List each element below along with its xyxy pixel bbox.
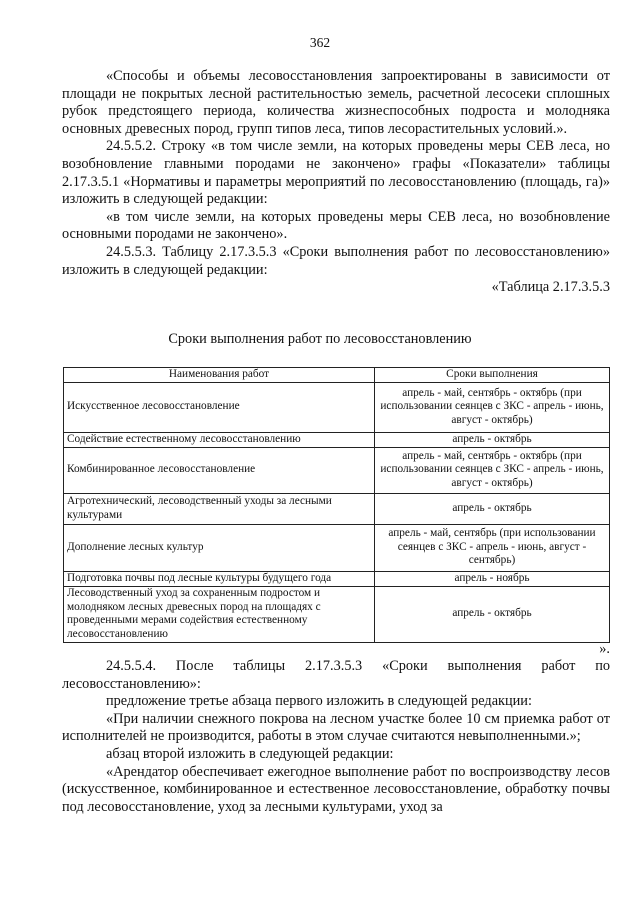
header-cell-name: Наименования работ: [64, 368, 375, 383]
work-term-cell: апрель - октябрь: [375, 586, 610, 642]
table-header-row: [64, 368, 610, 383]
paragraph: «в том числе земли, на которых проведены меры СЕВ леса, но возобновление основными породами не закончено».: [62, 208, 610, 243]
page-number: 362: [309, 35, 331, 50]
paragraph: «Способы и объемы лесовосстановления запроектированы в зависимости от площади не покрытых лесной растительностью земель, расчетной лесосеки сплошных рубок предстоящего периода, количества жизнеспособных подроста и молодняка основных древесных пород, групп типов леса, типов лесорастительных условий.».: [62, 68, 610, 137]
bottom-text-block: [62, 658, 610, 816]
table-row: [64, 524, 610, 571]
paragraph: 24.5.5.4. После таблицы 2.17.3.5.3 «Сроки выполнения работ по лесовосстановлению»:: [62, 658, 610, 692]
paragraph: абзац второй изложить в следующей редакции:: [106, 745, 394, 762]
work-term-cell: апрель - октябрь: [375, 432, 610, 447]
table-row: [64, 493, 610, 524]
table-label: «Таблица 2.17.3.5.3: [491, 279, 610, 296]
table-row: [64, 447, 610, 493]
work-name-cell: Подготовка почвы под лесные культуры будущего года: [64, 571, 375, 586]
table-row: [64, 432, 610, 447]
paragraph: предложение третье абзаца первого изложить в следующей редакции:: [106, 693, 532, 710]
work-name-cell: Искусственное лесовосстановление: [64, 382, 375, 432]
table-closing-mark: ».: [599, 641, 610, 657]
work-term-cell: апрель - май, сентябрь - октябрь (при использовании сеянцев с ЗКС - апрель - июнь, август - октябрь): [375, 447, 610, 493]
work-name-cell: Комбинированное лесовосстановление: [64, 447, 375, 493]
work-term-cell: апрель - ноябрь: [375, 571, 610, 586]
work-name-cell: Содействие естественному лесовосстановлению: [64, 432, 375, 447]
work-name-cell: Дополнение лесных культур: [64, 524, 375, 571]
paragraph: «Арендатор обеспечивает ежегодное выполнение работ по воспроизводству лесов (искусственное, комбинированное и естественное лесовосстановление, обработку почвы под лесовосстановление, уход за лесными культурами, уход за: [62, 763, 610, 815]
paragraph: 24.5.5.2. Строку «в том числе земли, на которых проведены меры СЕВ леса, но возобновление главными породами не закончено» графы «Показатели» таблицы 2.17.3.5.1 «Нормативы и параметры мероприятий по лесовосстановлению (площадь, га)» изложить в следующей редакции:: [62, 138, 610, 208]
paragraph: «При наличии снежного покрова на лесном участке более 10 см приемка работ от исполнителей не производится, работы в этом случае считаются невыполненными.»;: [62, 710, 610, 745]
work-term-cell: апрель - май, сентябрь (при использовании сеянцев с ЗКС - апрель - июнь, август - сентябрь): [375, 524, 610, 571]
top-text-block: [62, 68, 610, 297]
paragraph: 24.5.5.3. Таблицу 2.17.3.5.3 «Сроки выполнения работ по лесовосстановлению» изложить в следующей редакции:: [62, 243, 610, 278]
table-row: [64, 571, 610, 586]
work-name-cell: Лесоводственный уход за сохраненным подростом и молодняком лесных древесных пород на площадях с проведенными мерами содействия естественному лесовосстановлению: [64, 586, 375, 642]
work-term-cell: апрель - май, сентябрь - октябрь (при использовании сеянцев с ЗКС - апрель - июнь, август - октябрь): [375, 382, 610, 432]
table-caption: Сроки выполнения работ по лесовосстановлению: [168, 331, 472, 347]
table-row: [64, 382, 610, 432]
works-schedule-table: [63, 367, 610, 643]
table-row: [64, 586, 610, 642]
work-name-cell: Агротехнический, лесоводственный уходы за лесными культурами: [64, 493, 375, 524]
header-cell-term: Сроки выполнения: [375, 368, 610, 383]
work-term-cell: апрель - октябрь: [375, 493, 610, 524]
